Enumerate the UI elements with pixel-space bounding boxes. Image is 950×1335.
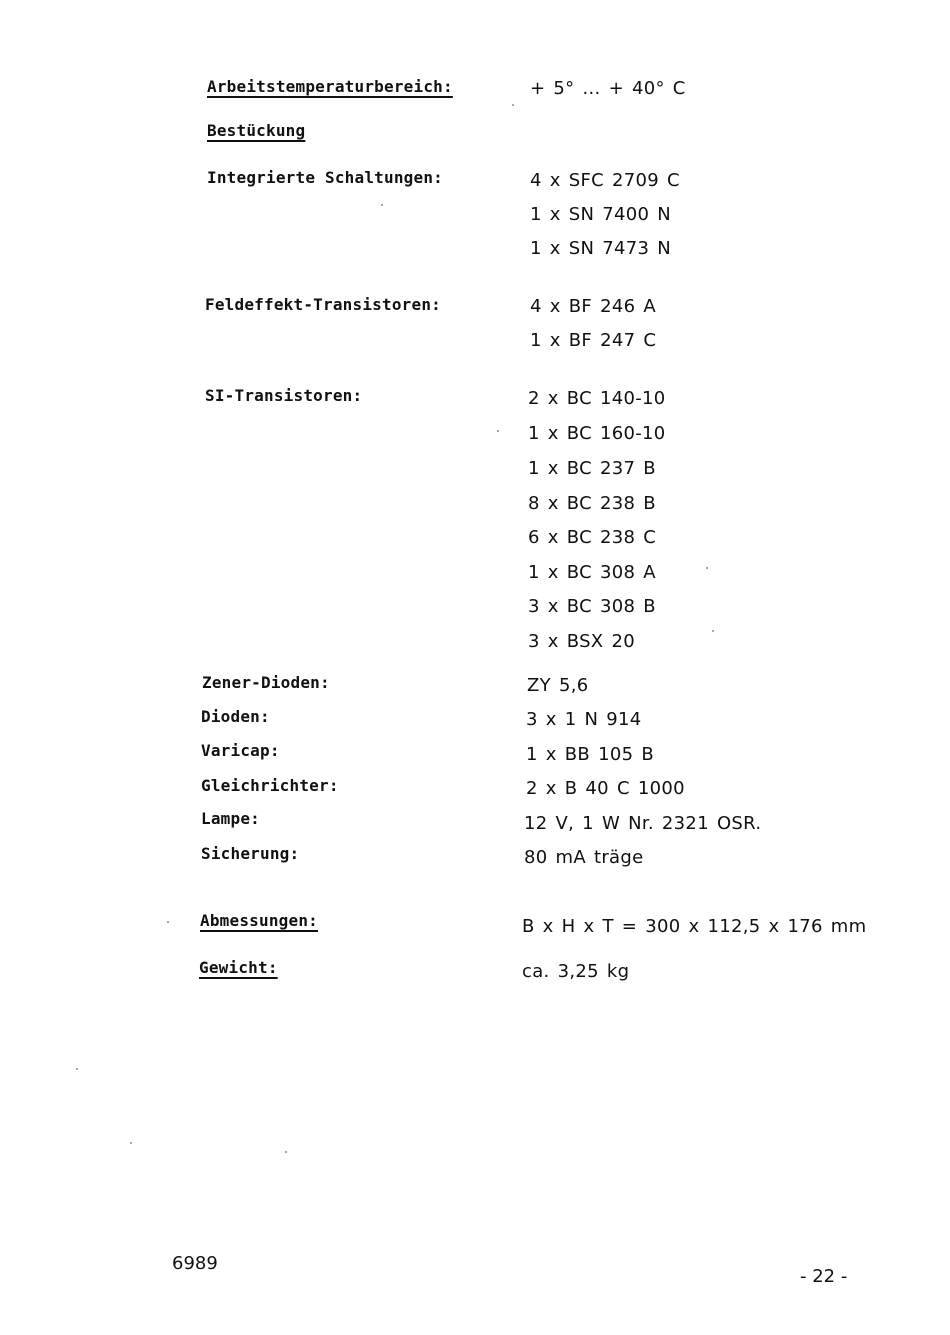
varicap-label: Varicap:: [201, 741, 280, 760]
scan-speck: [130, 1142, 132, 1144]
ic-item: 1 x SN 7473 N: [530, 238, 672, 259]
scan-speck: [285, 1151, 287, 1153]
rectifier-value: 2 x B 40 C 1000: [526, 778, 685, 799]
document-number: 6989: [172, 1253, 218, 1274]
scan-speck: [497, 430, 499, 432]
si-transistor-item: 3 x BSX 20: [528, 631, 635, 652]
fet-label: Feldeffekt-Transistoren:: [205, 295, 441, 314]
rectifier-label: Gleichrichter:: [201, 776, 339, 795]
dimensions-value: B x H x T = 300 x 112,5 x 176 mm: [522, 916, 867, 937]
bestueckung-heading: Bestückung: [207, 121, 306, 140]
zener-value: ZY 5,6: [527, 675, 589, 696]
si-transistor-item: 8 x BC 238 B: [528, 493, 656, 514]
fet-item: 4 x BF 246 A: [530, 296, 656, 317]
fuse-label: Sicherung:: [201, 844, 300, 863]
varicap-value: 1 x BB 105 B: [526, 744, 654, 765]
diodes-value: 3 x 1 N 914: [526, 709, 642, 730]
fuse-value: 80 mA träge: [524, 847, 644, 868]
si-transistor-item: 2 x BC 140-10: [528, 388, 666, 409]
si-transistor-item: 3 x BC 308 B: [528, 596, 656, 617]
weight-value: ca. 3,25 kg: [522, 961, 630, 982]
fet-item: 1 x BF 247 C: [530, 330, 657, 351]
si-transistor-item: 1 x BC 160-10: [528, 423, 666, 444]
ic-item: 4 x SFC 2709 C: [530, 170, 680, 191]
page-number: - 22 -: [800, 1266, 848, 1287]
scan-speck: [712, 630, 714, 632]
temperature-label: Arbeitstemperaturbereich:: [207, 77, 453, 96]
scan-speck: [381, 204, 383, 206]
temperature-value: + 5° ... + 40° C: [530, 78, 686, 99]
si-transistor-item: 6 x BC 238 C: [528, 527, 657, 548]
si-transistor-item: 1 x BC 237 B: [528, 458, 656, 479]
weight-label: Gewicht:: [199, 958, 278, 977]
scan-speck: [167, 921, 169, 923]
si-transistors-label: SI-Transistoren:: [205, 386, 363, 405]
lamp-label: Lampe:: [201, 809, 260, 828]
si-transistor-item: 1 x BC 308 A: [528, 562, 656, 583]
integrated-circuits-label: Integrierte Schaltungen:: [207, 168, 443, 187]
diodes-label: Dioden:: [201, 707, 270, 726]
scan-speck: [76, 1068, 78, 1070]
scan-speck: [512, 104, 514, 106]
scan-speck: [706, 567, 708, 569]
ic-item: 1 x SN 7400 N: [530, 204, 672, 225]
dimensions-label: Abmessungen:: [200, 911, 318, 930]
zener-label: Zener-Dioden:: [202, 673, 330, 692]
lamp-value: 12 V, 1 W Nr. 2321 OSR.: [524, 813, 762, 834]
